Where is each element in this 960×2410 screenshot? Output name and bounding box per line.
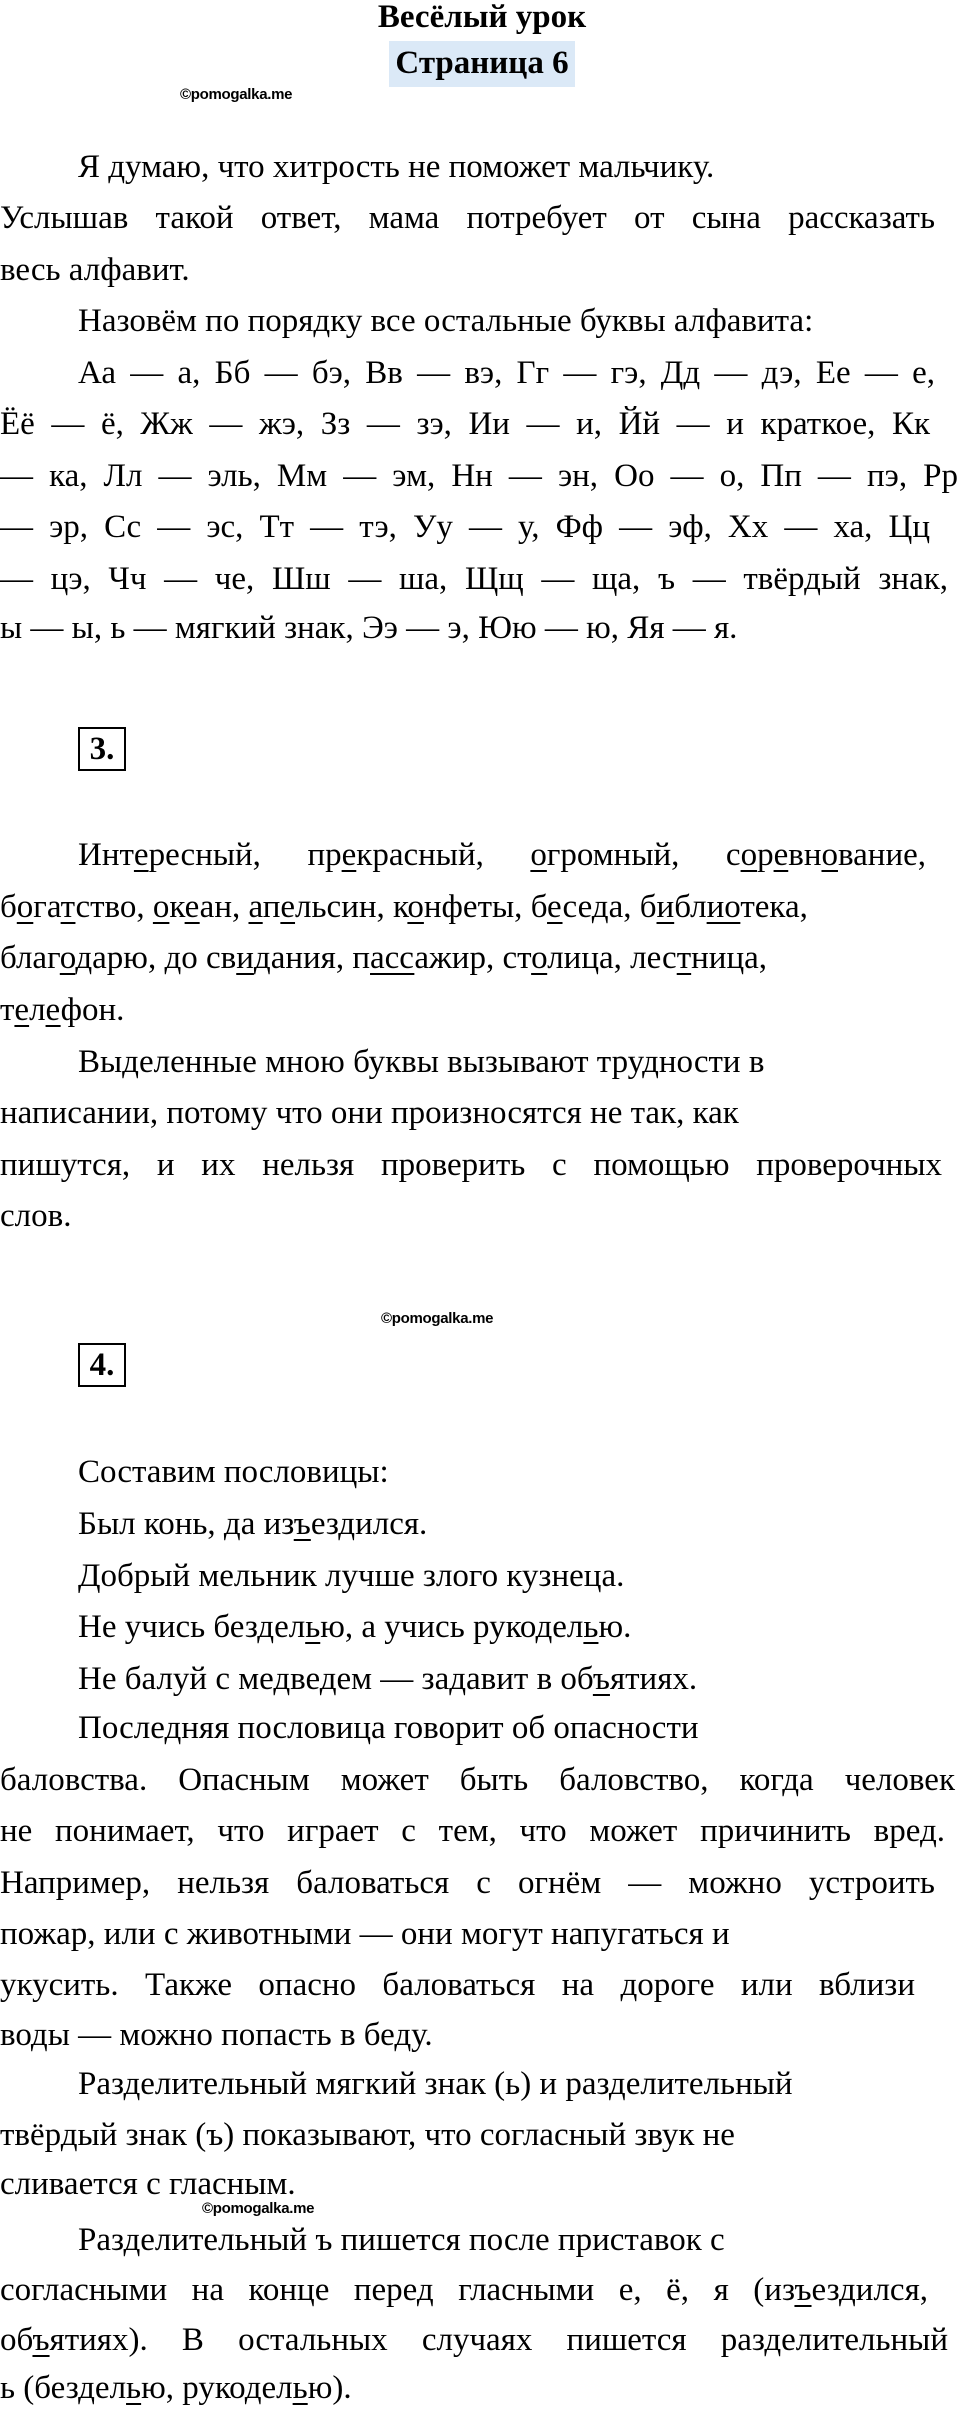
- text-line: пожар, или с животными — они могут напугаться и: [0, 1916, 730, 1952]
- alphabet-line: Ёё — ё, Жж — жэ, Зз — зэ, Ии — и, Йй — и краткое, Кк: [0, 406, 930, 442]
- word: лестница,: [630, 940, 768, 976]
- words-line: [78, 835, 926, 875]
- text-line: Услышав такой ответ, мама потребует от сына рассказать: [0, 200, 935, 236]
- words-line: [0, 938, 960, 978]
- text-line: Разделительный ъ пишется после приставок с: [78, 2222, 725, 2258]
- lesson-title: Весёлый урок: [377, 0, 587, 35]
- task-number-4: 4.: [78, 1343, 126, 1387]
- word: океан,: [152, 889, 249, 925]
- alphabet-line: ы — ы, ь — мягкий знак, Ээ — э, Юю — ю, Яя — я.: [0, 610, 738, 646]
- text-line: не понимает, что играет с тем, что может причинить вред.: [0, 1813, 945, 1849]
- alphabet-line: — цэ, Чч — че, Шш — ша, Щщ — ща, ъ — твёрдый знак,: [0, 561, 948, 597]
- word: до свидания,: [164, 940, 353, 976]
- words-line: [0, 887, 940, 927]
- text-line: пишутся, и их нельзя проверить с помощью проверочных: [0, 1147, 942, 1183]
- text-line: Назовём по порядку все остальные буквы алфавита:: [78, 303, 814, 339]
- word: прекрасный,: [307, 837, 531, 873]
- text-line: Выделенные мною буквы вызывают трудности в: [78, 1044, 765, 1080]
- text-line: укусить. Также опасно баловаться на дороге или вблизи: [0, 1967, 915, 2003]
- word: апельсин,: [248, 889, 394, 925]
- alphabet-line: Аа — а, Бб — бэ, Вв — вэ, Гг — гэ, Дд — дэ, Ее — е,: [78, 355, 935, 391]
- text-line: Составим пословицы:: [78, 1454, 389, 1490]
- text-line: сливается с гласным.: [0, 2166, 296, 2202]
- text-line: баловства. Опасным может быть баловство, когда человек: [0, 1762, 955, 1798]
- watermark: ©pomogalka.me: [180, 86, 293, 103]
- alphabet-line: — ка, Лл — эль, Мм — эм, Нн — эн, Оо — о, Пп — пэ, Рр: [0, 458, 958, 494]
- text-line: написании, потому что они произносятся не так, как: [0, 1095, 739, 1131]
- word: благодарю,: [0, 940, 165, 976]
- word: богатство,: [0, 889, 153, 925]
- text-line: Например, нельзя баловаться с огнём — можно устроить: [0, 1865, 935, 1901]
- word: конфеты,: [393, 889, 531, 925]
- proverb: Был конь, да изъездился.: [78, 1506, 428, 1542]
- text-line: воды — можно попасть в беду.: [0, 2017, 433, 2053]
- word: пассажир,: [352, 940, 503, 976]
- text-line: весь алфавит.: [0, 252, 190, 288]
- page-label: [0, 46, 960, 80]
- word: огромный,: [530, 837, 726, 873]
- text-line: согласными на конце перед гласными е, ё, я (изъездился,: [0, 2272, 928, 2308]
- watermark: ©pomogalka.me: [202, 2200, 315, 2217]
- word: библиотека,: [639, 889, 808, 925]
- task-number-3: 3.: [78, 727, 126, 771]
- alphabet-line: — эр, Сс — эс, Тт — тэ, Уу — у, Фф — эф, Хх — ха, Цц: [0, 509, 930, 545]
- text-line: слов.: [0, 1198, 72, 1234]
- watermark: ©pomogalka.me: [381, 1310, 494, 1327]
- word: соревнование,: [725, 837, 926, 873]
- text-line: Разделительный мягкий знак (ь) и разделительный: [78, 2066, 793, 2102]
- word: столица,: [502, 940, 631, 976]
- word: Интересный,: [78, 837, 308, 873]
- word: беседа,: [530, 889, 640, 925]
- proverb: Не балуй с медведем — задавит в объятиях.: [78, 1661, 698, 1697]
- proverb: Не учись безделью, а учись рукоделью.: [78, 1609, 632, 1645]
- text-line: Последняя пословица говорит об опасности: [78, 1710, 699, 1746]
- word: телефон.: [0, 992, 125, 1028]
- text-line: Я думаю, что хитрость не поможет мальчику.: [78, 149, 715, 185]
- page-label-highlight: Страница 6: [389, 41, 574, 87]
- words-line: [0, 990, 960, 1030]
- text-line: твёрдый знак (ъ) показывают, что согласный звук не: [0, 2117, 735, 2153]
- text-line: объятиях). В остальных случаях пишется разделительный: [0, 2322, 948, 2358]
- text-line: ь (безделью, рукоделью).: [0, 2370, 352, 2406]
- proverb: Добрый мельник лучше злого кузнеца.: [78, 1558, 625, 1594]
